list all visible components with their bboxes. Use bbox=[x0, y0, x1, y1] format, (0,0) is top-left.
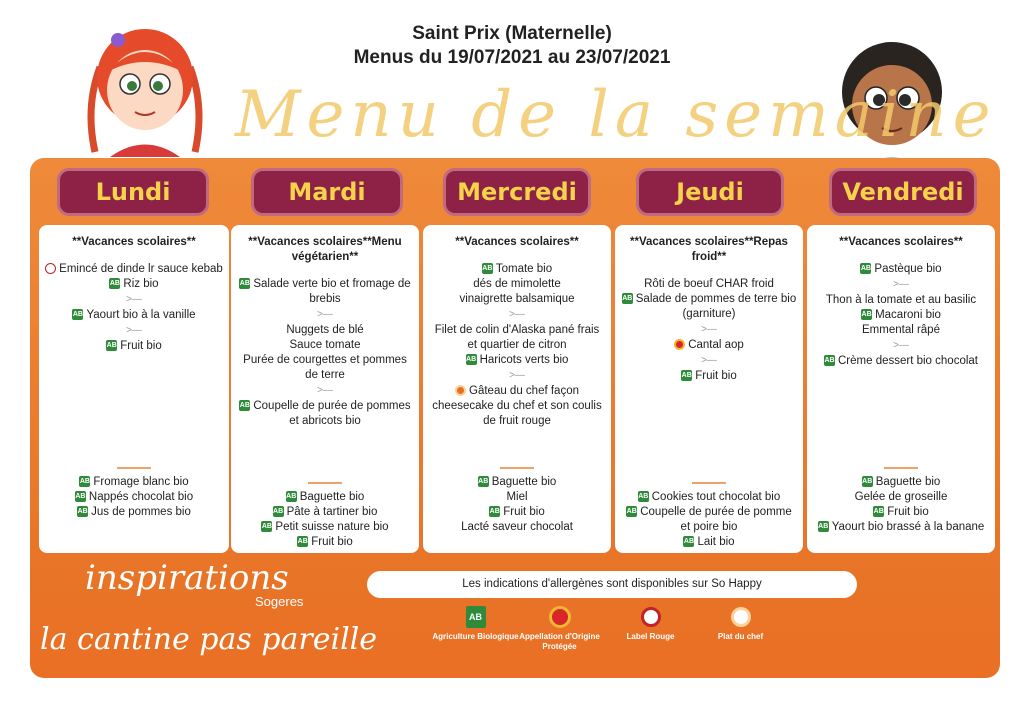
ab-icon: AB bbox=[622, 295, 633, 303]
meal-item-text: Emmental râpé bbox=[862, 324, 940, 336]
meal-item bbox=[621, 292, 797, 322]
ab-icon: AB bbox=[465, 606, 487, 628]
chef-icon bbox=[455, 385, 466, 396]
meal-item-text: Haricots verts bio bbox=[479, 354, 569, 366]
snack-item bbox=[813, 475, 989, 490]
legend-ab bbox=[428, 606, 523, 642]
meal-item-text: vinaigrette balsamique bbox=[459, 293, 575, 305]
snack-item bbox=[621, 535, 797, 550]
meal-item-text: Tomate bio bbox=[495, 263, 553, 275]
snack-item bbox=[237, 505, 413, 520]
ab-icon: AB bbox=[72, 311, 83, 319]
meal-item-text: Fruit bio bbox=[695, 370, 737, 382]
snack-list bbox=[237, 490, 413, 550]
meal-item bbox=[813, 354, 989, 369]
legend-label: Label Rouge bbox=[626, 632, 675, 641]
meal-list bbox=[237, 277, 413, 482]
ab-icon: AB bbox=[818, 523, 829, 531]
course-separator: >— bbox=[126, 294, 142, 305]
meal-item bbox=[813, 308, 989, 323]
snack-list bbox=[429, 475, 605, 535]
snack-item bbox=[237, 490, 413, 505]
snack-item-text: Baguette bio bbox=[491, 476, 557, 488]
course-separator: >— bbox=[509, 309, 525, 320]
meal-item-text: Riz bio bbox=[123, 278, 159, 290]
day-heading: **Vacances scolaires** bbox=[72, 236, 196, 248]
snack-item bbox=[813, 505, 989, 520]
brand-sub: Sogeres bbox=[255, 594, 304, 609]
ab-icon: AB bbox=[681, 372, 692, 380]
ab-icon: AB bbox=[873, 508, 884, 516]
meal-item-text: Coupelle de purée de pommes et abricots bio bbox=[253, 400, 411, 427]
snack-item-text: Pâte à tartiner bio bbox=[286, 506, 378, 518]
meal-item bbox=[429, 384, 605, 429]
meal-item-text: dés de mimolette bbox=[473, 278, 561, 290]
meal-item bbox=[429, 262, 605, 277]
meal-item-text: Sauce tomate bbox=[289, 339, 361, 351]
ab-icon: AB bbox=[478, 478, 489, 486]
legend-label-rouge bbox=[603, 606, 698, 642]
meal-item-text: Pastèque bio bbox=[874, 263, 942, 275]
meal-item-text: Yaourt bio à la vanille bbox=[86, 309, 196, 321]
meal-item bbox=[45, 339, 223, 354]
meal-item bbox=[237, 399, 413, 429]
snack-divider bbox=[884, 467, 918, 469]
snack-item-text: Coupelle de purée de pomme et poire bio bbox=[640, 506, 792, 533]
school-name: Saint Prix (Maternelle) bbox=[412, 23, 612, 44]
meal-item-text: Cantal aop bbox=[688, 339, 744, 351]
ab-icon: AB bbox=[482, 265, 493, 273]
snack-item-text: Nappés chocolat bio bbox=[88, 491, 194, 503]
chef-icon bbox=[730, 606, 752, 628]
snack-item-text: Fruit bio bbox=[311, 536, 353, 548]
legend-label: Plat du chef bbox=[717, 632, 764, 641]
meal-item bbox=[621, 277, 797, 292]
ab-icon: AB bbox=[106, 342, 117, 350]
snack-list bbox=[813, 475, 989, 535]
meal-item bbox=[621, 369, 797, 384]
snack-item bbox=[429, 490, 605, 505]
day-tab-mardi: Mardi bbox=[251, 168, 403, 216]
ab-icon: AB bbox=[862, 478, 873, 486]
course-separator: >— bbox=[317, 385, 333, 396]
meal-item bbox=[621, 338, 797, 353]
ab-icon: AB bbox=[626, 508, 637, 516]
meal-item bbox=[429, 277, 605, 292]
snack-item-text: Yaourt bio brassé à la banane bbox=[831, 521, 985, 533]
meal-item-text: Fruit bio bbox=[120, 340, 162, 352]
snack-divider bbox=[500, 467, 534, 469]
girl-illustration bbox=[80, 12, 210, 162]
day-tab-mercredi: Mercredi bbox=[443, 168, 591, 216]
meal-item-text: Salade verte bio et fromage de brebis bbox=[253, 278, 411, 305]
meal-item bbox=[45, 262, 223, 277]
meal-item bbox=[237, 353, 413, 383]
course-separator: >— bbox=[126, 325, 142, 336]
meal-item bbox=[237, 338, 413, 353]
course-separator: >— bbox=[317, 309, 333, 320]
aop-icon bbox=[674, 339, 685, 350]
day-heading: **Vacances scolaires**Menu végétarien** bbox=[248, 236, 402, 263]
course-separator: >— bbox=[701, 355, 717, 366]
meal-item-text: Rôti de boeuf CHAR froid bbox=[644, 278, 774, 290]
snack-item-text: Baguette bio bbox=[875, 476, 941, 488]
meal-item-text: Crème dessert bio chocolat bbox=[838, 355, 978, 367]
meal-item-text: Gâteau du chef façon cheesecake du chef et son coulis de fruit rouge bbox=[432, 385, 602, 427]
ab-icon: AB bbox=[239, 402, 250, 410]
snack-item-text: Petit suisse nature bio bbox=[275, 521, 389, 533]
snack-item-text: Cookies tout chocolat bio bbox=[651, 491, 781, 503]
allergen-notice: Les indications d'allergènes sont disponibles sur So Happy bbox=[367, 571, 857, 598]
ab-icon: AB bbox=[683, 538, 695, 546]
banner-title: Menu de la semaine bbox=[235, 78, 997, 152]
ab-icon: AB bbox=[824, 357, 835, 365]
ab-icon: AB bbox=[261, 523, 272, 531]
snack-item-text: Lacté saveur chocolat bbox=[461, 521, 573, 533]
snack-item bbox=[45, 475, 223, 490]
meal-item bbox=[429, 323, 605, 353]
menu-period: Menus du 19/07/2021 au 23/07/2021 bbox=[353, 47, 671, 68]
ab-icon: AB bbox=[860, 265, 871, 273]
meal-list bbox=[429, 262, 605, 467]
snack-item bbox=[429, 475, 605, 490]
snack-item bbox=[621, 490, 797, 505]
meal-item-text: Macaroni bio bbox=[875, 309, 941, 321]
snack-item bbox=[237, 535, 413, 550]
ab-icon: AB bbox=[273, 508, 284, 516]
ab-icon: AB bbox=[75, 493, 86, 501]
brand-logo: inspirations bbox=[85, 558, 289, 598]
snack-list bbox=[45, 475, 223, 520]
day-heading: **Vacances scolaires**Repas froid** bbox=[630, 236, 788, 263]
meal-item bbox=[45, 277, 223, 292]
snack-divider bbox=[692, 482, 726, 484]
course-separator: >— bbox=[893, 279, 909, 290]
snack-divider bbox=[308, 482, 342, 484]
label-rouge-icon bbox=[640, 606, 662, 628]
snack-item bbox=[429, 505, 605, 520]
day-column-vendredi bbox=[807, 225, 995, 553]
meal-item-text: Emincé de dinde lr sauce kebab bbox=[59, 263, 223, 275]
snack-item-text: Fruit bio bbox=[503, 506, 545, 518]
snack-item-text: Gelée de groseille bbox=[854, 491, 948, 503]
day-column-mardi bbox=[231, 225, 419, 553]
snack-list bbox=[621, 490, 797, 550]
snack-item-text: Jus de pommes bio bbox=[91, 506, 191, 518]
day-column-jeudi bbox=[615, 225, 803, 553]
snack-item-text: Miel bbox=[506, 491, 528, 503]
meal-item-text: Filet de colin d'Alaska pané frais et quartier de citron bbox=[434, 324, 600, 351]
ab-icon: AB bbox=[638, 493, 649, 501]
aop-icon bbox=[549, 606, 571, 628]
day-tab-lundi: Lundi bbox=[57, 168, 209, 216]
snack-item bbox=[45, 505, 223, 520]
ab-icon: AB bbox=[297, 538, 308, 546]
meal-item-text: Nuggets de blé bbox=[286, 324, 364, 336]
meal-item bbox=[237, 277, 413, 307]
snack-item bbox=[621, 505, 797, 535]
meal-item bbox=[237, 323, 413, 338]
day-heading: **Vacances scolaires** bbox=[839, 236, 963, 248]
ab-icon: AB bbox=[489, 508, 500, 516]
meal-list bbox=[45, 262, 223, 467]
meal-item-text: Thon à la tomate et au basilic bbox=[825, 294, 977, 306]
ab-icon: AB bbox=[239, 280, 250, 288]
snack-item bbox=[45, 490, 223, 505]
legend-label: Agriculture Biologique bbox=[432, 632, 519, 641]
snack-item-text: Baguette bio bbox=[299, 491, 365, 503]
ab-icon: AB bbox=[77, 508, 88, 516]
ab-icon: AB bbox=[466, 356, 477, 364]
brand-tagline: la cantine pas pareille bbox=[40, 622, 378, 657]
course-separator: >— bbox=[509, 370, 525, 381]
meal-item bbox=[813, 262, 989, 277]
label-rouge-icon bbox=[45, 263, 56, 274]
ab-icon: AB bbox=[861, 311, 872, 319]
snack-item bbox=[813, 520, 989, 535]
snack-divider bbox=[117, 467, 151, 469]
day-heading: **Vacances scolaires** bbox=[455, 236, 579, 248]
snack-item-text: Lait bio bbox=[697, 536, 735, 548]
meal-item bbox=[813, 293, 989, 308]
course-separator: >— bbox=[701, 324, 717, 335]
meal-item bbox=[429, 292, 605, 307]
snack-item bbox=[429, 520, 605, 535]
day-tab-vendredi: Vendredi bbox=[829, 168, 977, 216]
snack-item bbox=[237, 520, 413, 535]
snack-item bbox=[813, 490, 989, 505]
ab-icon: AB bbox=[109, 280, 120, 288]
day-column-mercredi bbox=[423, 225, 611, 553]
meal-item bbox=[429, 353, 605, 368]
meal-list bbox=[621, 277, 797, 482]
ab-icon: AB bbox=[286, 493, 297, 501]
meal-item-text: Purée de courgettes et pommes de terre bbox=[243, 354, 407, 381]
meal-item bbox=[813, 323, 989, 338]
day-tab-jeudi: Jeudi bbox=[636, 168, 784, 216]
ab-icon: AB bbox=[79, 478, 90, 486]
meal-item-text: Salade de pommes de terre bio (garniture) bbox=[635, 293, 797, 320]
meal-item bbox=[45, 308, 223, 323]
legend-label: Appellation d'Origine Protégée bbox=[519, 632, 600, 651]
legend-aop bbox=[512, 606, 607, 652]
snack-item-text: Fruit bio bbox=[887, 506, 929, 518]
meal-list bbox=[813, 262, 989, 467]
course-separator: >— bbox=[893, 340, 909, 351]
day-column-lundi bbox=[39, 225, 229, 553]
snack-item-text: Fromage blanc bio bbox=[93, 476, 189, 488]
legend-chef bbox=[693, 606, 788, 642]
